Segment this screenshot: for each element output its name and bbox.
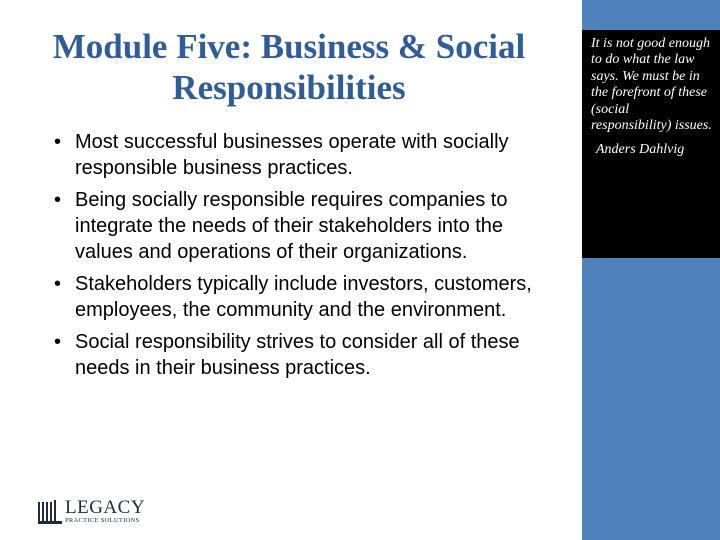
bullet-text: Being socially responsible requires companies to integrate the needs of their stakeholders into the values and operations of their organizations. (75, 189, 508, 263)
slide-title: Module Five: Business & Social Responsibilities (52, 27, 526, 107)
legacy-logo-icon (38, 498, 62, 524)
quote-text: It is not good enough to do what the law says. We must be in the forefront of these (social responsibility) issues. (591, 36, 712, 134)
quote-box (582, 30, 720, 258)
bullet-dot-icon: • (54, 131, 62, 153)
bullet-item (54, 187, 542, 265)
bullet-dot-icon: • (54, 273, 62, 295)
bullet-text: Most successful businesses operate with socially responsible business practices. (75, 131, 509, 179)
logo-tagline: PRACTICE SOLUTIONS (65, 517, 140, 524)
bullet-item (54, 129, 542, 181)
bullet-list (54, 129, 542, 387)
bullet-dot-icon: • (54, 189, 62, 211)
bullet-text: Stakeholders typically include investors, customers, employees, the community and the environment. (75, 273, 532, 321)
quote-author: Anders Dahlvig (596, 142, 685, 158)
logo-name: LEGACY (65, 497, 146, 518)
bullet-item (54, 271, 542, 323)
company-logo (38, 498, 145, 526)
bullet-text: Social responsibility strives to consider all of these needs in their business practices. (75, 331, 520, 379)
bullet-item (54, 329, 542, 381)
bullet-dot-icon: • (54, 331, 62, 353)
